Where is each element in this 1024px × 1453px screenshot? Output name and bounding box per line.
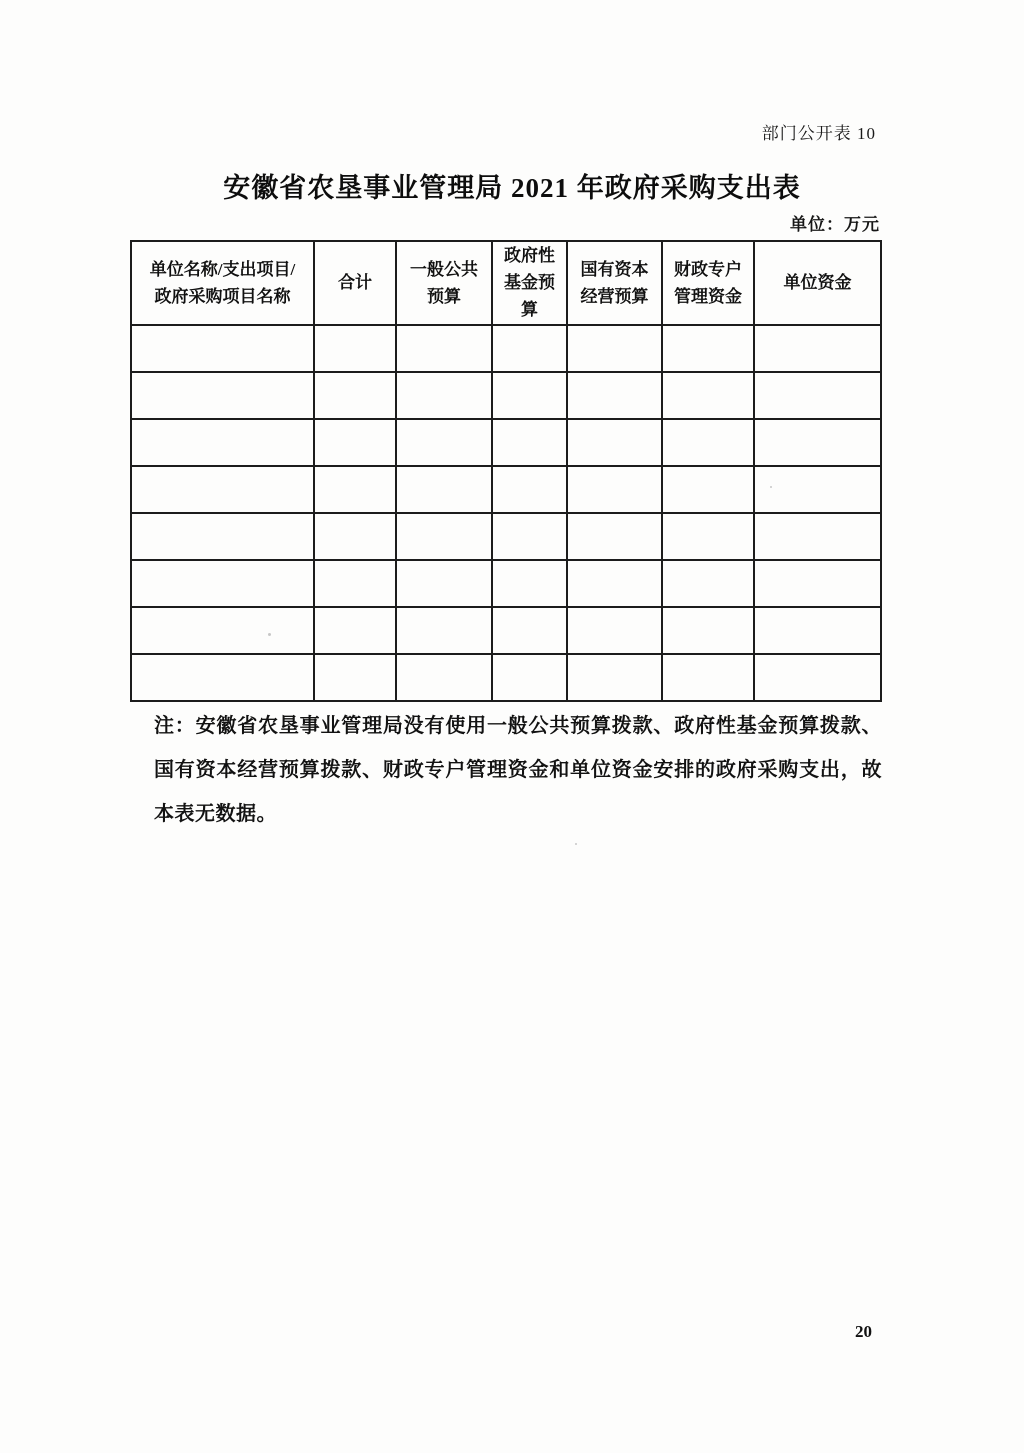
empty-cell: [492, 466, 567, 513]
scan-speck: [770, 486, 772, 488]
table-row: [131, 325, 881, 372]
empty-cell: [662, 466, 754, 513]
empty-cell: [314, 654, 396, 701]
empty-cell: [754, 513, 881, 560]
empty-cell: [567, 560, 662, 607]
table-row: [131, 419, 881, 466]
empty-cell: [754, 419, 881, 466]
empty-cell: [396, 513, 492, 560]
empty-cell: [662, 372, 754, 419]
empty-cell: [396, 654, 492, 701]
table-header: [131, 241, 881, 325]
table-body: [131, 325, 881, 701]
empty-cell: [396, 419, 492, 466]
column-header-state-capital-budget: 国有资本经营预算: [567, 241, 662, 325]
empty-cell: [567, 654, 662, 701]
empty-cell: [662, 560, 754, 607]
header-row: [131, 241, 881, 325]
table-row: [131, 466, 881, 513]
table-row: [131, 560, 881, 607]
empty-cell: [754, 466, 881, 513]
procurement-expense-table: [130, 240, 882, 702]
page-title: 安徽省农垦事业管理局 2021 年政府采购支出表: [223, 173, 801, 203]
unit-label: 单位：万元: [790, 215, 880, 234]
empty-cell: [131, 654, 314, 701]
empty-cell: [396, 560, 492, 607]
empty-cell: [131, 419, 314, 466]
note-text: 注：安徽省农垦事业管理局没有使用一般公共预算拨款、政府性基金预算拨款、国有资本经营预算拨款、财政专户管理资金和单位资金安排的政府采购支出，故本表无数据。: [154, 715, 882, 825]
empty-cell: [131, 466, 314, 513]
empty-cell: [754, 654, 881, 701]
empty-cell: [396, 325, 492, 372]
table-row: [131, 607, 881, 654]
table-row: [131, 654, 881, 701]
empty-cell: [754, 372, 881, 419]
table-row: [131, 513, 881, 560]
empty-cell: [492, 325, 567, 372]
table-row: [131, 372, 881, 419]
empty-cell: [492, 607, 567, 654]
empty-cell: [396, 466, 492, 513]
empty-cell: [567, 607, 662, 654]
empty-cell: [754, 560, 881, 607]
empty-cell: [314, 419, 396, 466]
scan-speck: [575, 843, 577, 845]
empty-cell: [567, 372, 662, 419]
column-header-total: 合计: [314, 241, 396, 325]
empty-cell: [314, 466, 396, 513]
empty-cell: [662, 513, 754, 560]
empty-cell: [567, 513, 662, 560]
column-header-fiscal-special-account: 财政专户管理资金: [662, 241, 754, 325]
empty-cell: [492, 513, 567, 560]
column-header-unit-name: 单位名称/支出项目/政府采购项目名称: [131, 241, 314, 325]
empty-cell: [314, 560, 396, 607]
empty-cell: [492, 419, 567, 466]
empty-cell: [396, 607, 492, 654]
empty-cell: [567, 325, 662, 372]
empty-cell: [567, 466, 662, 513]
corner-table-label: 部门公开表 10: [761, 124, 876, 143]
empty-cell: [662, 654, 754, 701]
empty-cell: [492, 372, 567, 419]
empty-cell: [567, 419, 662, 466]
empty-cell: [492, 654, 567, 701]
empty-cell: [314, 513, 396, 560]
empty-cell: [662, 607, 754, 654]
empty-cell: [754, 325, 881, 372]
empty-cell: [492, 560, 567, 607]
empty-cell: [131, 513, 314, 560]
column-header-unit-funds: 单位资金: [754, 241, 881, 325]
scan-speck: [268, 633, 271, 636]
empty-cell: [314, 607, 396, 654]
empty-cell: [131, 325, 314, 372]
page-number: 20: [855, 1322, 872, 1341]
empty-cell: [314, 325, 396, 372]
column-header-gov-fund-budget: 政府性基金预算: [492, 241, 567, 325]
empty-cell: [662, 325, 754, 372]
empty-cell: [131, 372, 314, 419]
column-header-general-public-budget: 一般公共预算: [396, 241, 492, 325]
empty-cell: [314, 372, 396, 419]
empty-cell: [131, 560, 314, 607]
empty-cell: [662, 419, 754, 466]
empty-cell: [754, 607, 881, 654]
empty-cell: [131, 607, 314, 654]
empty-cell: [396, 372, 492, 419]
